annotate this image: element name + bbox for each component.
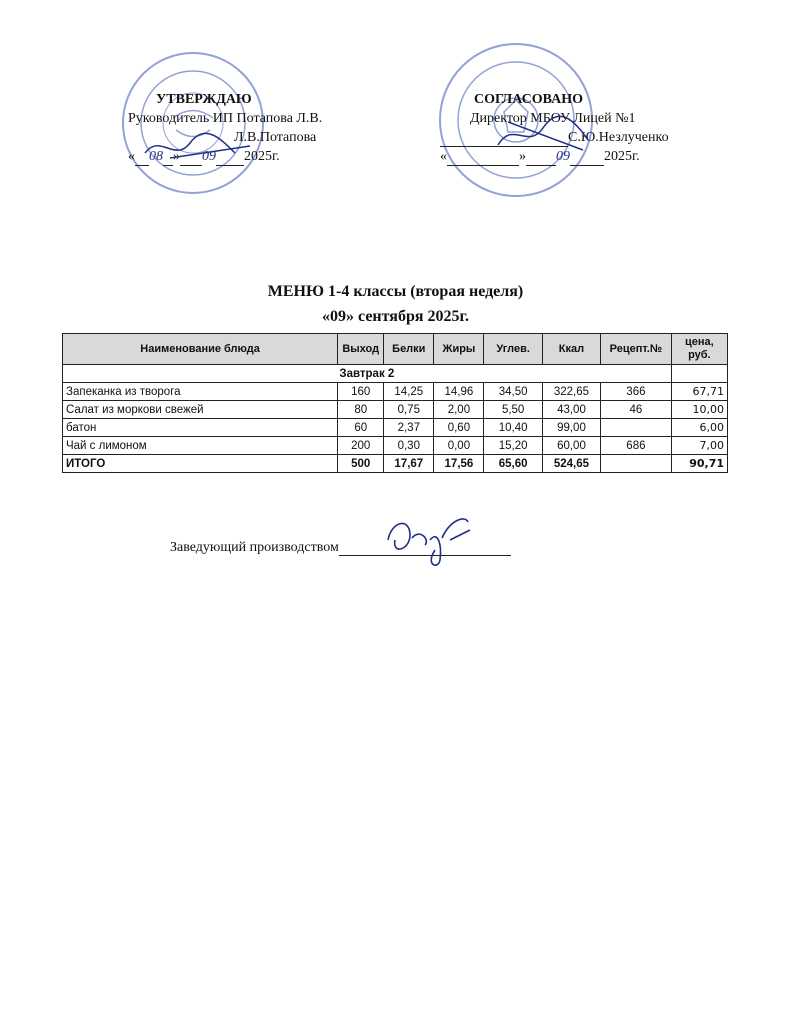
menu-table	[62, 333, 728, 473]
approve-line2: Л.В.Потапова	[234, 130, 317, 145]
col-header: Наименование блюда	[63, 334, 338, 365]
signature-right-icon	[488, 110, 598, 160]
agree-date-month: 09	[556, 149, 570, 164]
col-header: Рецепт.№	[601, 334, 672, 365]
col-header: Ккал	[542, 334, 600, 365]
agree-line2: С.Ю.Незлученко	[568, 130, 669, 145]
agree-title: СОГЛАСОВАНО	[474, 92, 583, 107]
agree-date: « » 09 2025г.	[440, 149, 640, 164]
menu-title: МЕНЮ 1-4 классы (вторая неделя)	[267, 283, 524, 300]
table-row: батон 60 2,37 0,60 10,40 99,00 6,00	[63, 419, 728, 437]
table-row: Салат из моркови свежей 80 0,75 2,00 5,50 43,00 46 10,00	[63, 401, 728, 419]
col-header: Жиры	[434, 334, 484, 365]
table-row: Запеканка из творога 160 14,25 14,96 34,50 322,65 366 67,71	[63, 383, 728, 401]
total-row: ИТОГО 500 17,67 17,56 65,60 524,65 90,71	[63, 455, 728, 473]
signature-left-icon	[140, 128, 260, 168]
signature-footer-icon	[380, 510, 475, 572]
approve-line1: Руководитель ИП Потапова Л.В.	[128, 111, 323, 126]
approve-date: « 08 » 09 2025г.	[128, 149, 280, 164]
col-header: Выход	[338, 334, 384, 365]
approve-title: УТВЕРЖДАЮ	[156, 92, 252, 107]
agree-line1: Директор МБОУ Лицей №1	[470, 111, 636, 126]
col-header: Углев.	[484, 334, 542, 365]
section-label: Завтрак 2	[63, 365, 672, 383]
col-header: цена, руб.	[671, 334, 727, 365]
col-header: Белки	[384, 334, 434, 365]
table-row: Чай с лимоном 200 0,30 0,00 15,20 60,00 686 7,00	[63, 437, 728, 455]
approve-date-month: 09	[202, 149, 216, 164]
table-header-row	[63, 334, 728, 365]
menu-date: «09» сентября 2025г.	[322, 308, 469, 325]
approve-date-day: 08	[149, 149, 163, 164]
footer-label: Заведующий производством	[170, 540, 339, 555]
section-row	[63, 365, 728, 383]
